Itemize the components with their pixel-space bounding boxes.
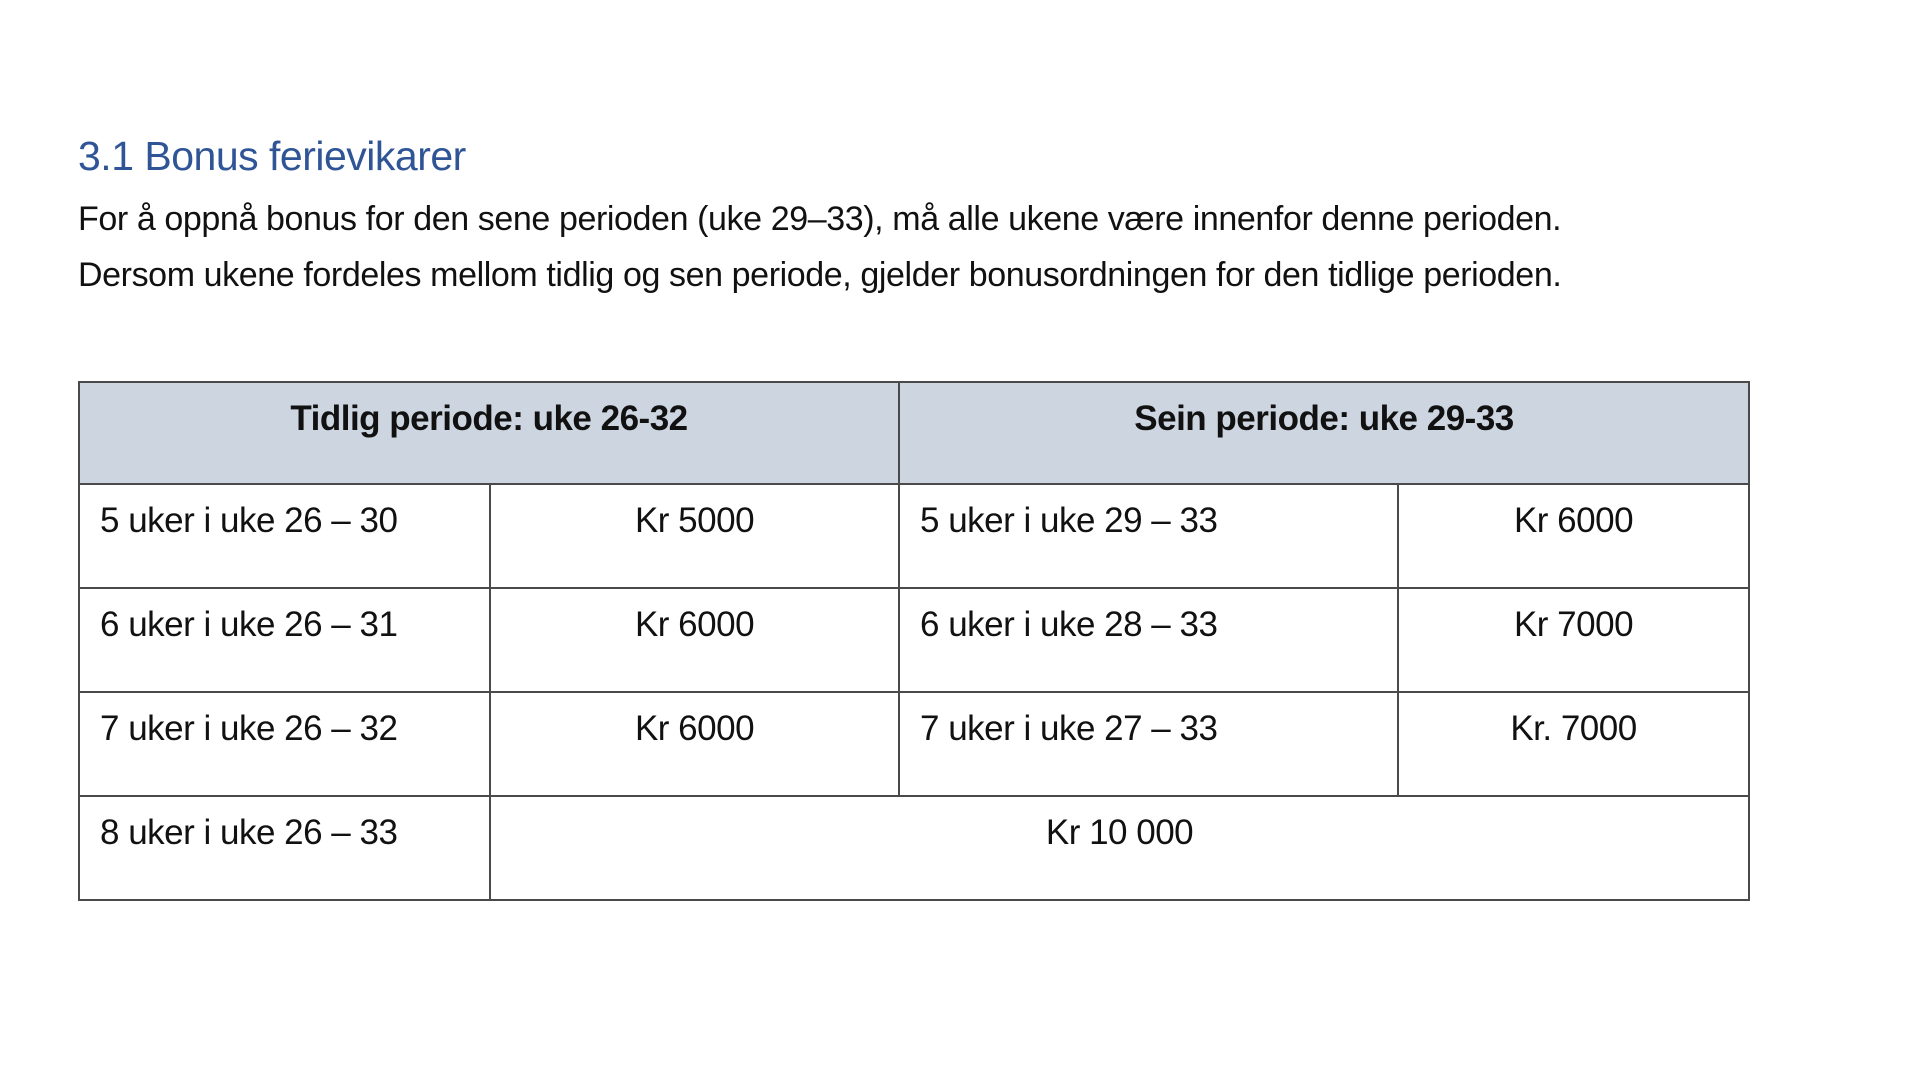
- bonus-table: [78, 381, 1750, 901]
- full-weeks-cell: 8 uker i uke 26 – 33: [79, 796, 490, 900]
- early-weeks-cell: 5 uker i uke 26 – 30: [79, 484, 490, 588]
- section-heading: 3.1 Bonus ferievikarer: [78, 133, 466, 179]
- early-weeks-cell: 6 uker i uke 26 – 31: [79, 588, 490, 692]
- early-amount-cell: Kr 6000: [490, 588, 899, 692]
- table-row: [79, 588, 1749, 692]
- early-weeks-cell: 7 uker i uke 26 – 32: [79, 692, 490, 796]
- paragraph-line-2: Dersom ukene fordeles mellom tidlig og sen periode, gjelder bonusordningen for den tidlige perioden.: [78, 256, 1562, 294]
- paragraph-line-1: For å oppnå bonus for den sene perioden (uke 29–33), må alle ukene være innenfor denne perioden.: [78, 200, 1562, 238]
- late-weeks-cell: 6 uker i uke 28 – 33: [899, 588, 1398, 692]
- early-amount-cell: Kr 6000: [490, 692, 899, 796]
- early-amount-cell: Kr 5000: [490, 484, 899, 588]
- late-weeks-cell: 7 uker i uke 27 – 33: [899, 692, 1398, 796]
- table-row-final: [79, 796, 1749, 900]
- table-row: [79, 692, 1749, 796]
- header-late-period: Sein periode: uke 29-33: [899, 382, 1749, 484]
- table-row: [79, 484, 1749, 588]
- full-amount-cell: Kr 10 000: [490, 796, 1749, 900]
- table-header-row: [79, 382, 1749, 484]
- header-early-period: Tidlig periode: uke 26-32: [79, 382, 899, 484]
- late-amount-cell: Kr 7000: [1398, 588, 1749, 692]
- late-amount-cell: Kr 6000: [1398, 484, 1749, 588]
- late-weeks-cell: 5 uker i uke 29 – 33: [899, 484, 1398, 588]
- late-amount-cell: Kr. 7000: [1398, 692, 1749, 796]
